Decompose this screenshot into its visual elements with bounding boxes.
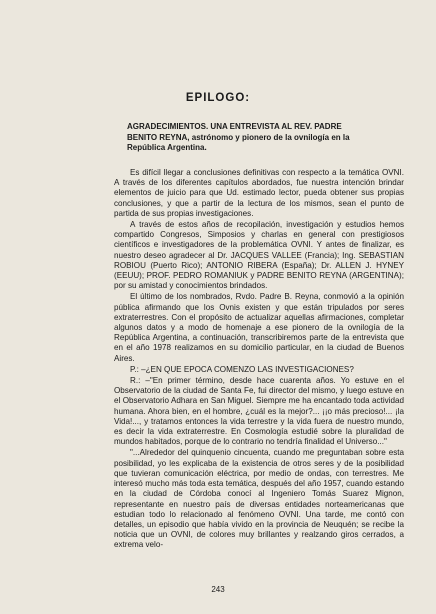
paragraph-acknowledgements: A través de estos años de recopilación, investigación y estudios hemos compartido Congresos, Simposios y charlas en general con prestigiosos científicos e investigadores de la problemática OVNI. Y antes de finalizar, es nuestro deseo agradecer al Dr. JACQUES VALLEE (Francia); Ing. SEBASTIAN ROBIOU (Puerto Rico); ANTONIO RIBERA (España); Dr. ALLEN J. HYNEY (EEUU); PROF. PEDRO ROMANIUK y PADRE BENITO REYNA (ARGENTINA); por su amistad y conocimientos brindados. bbox=[114, 220, 404, 291]
chapter-title: EPILOGO: bbox=[185, 92, 251, 104]
interview-answer-continued: "...Alrededor del quinquenio cincuenta, cuando me preguntaban sobre esta posibilidad, yo les explicaba de la existencia de otros seres y de la posibilidad que tuvieran comunicación eléctrica, por medio de ondas, con terrestres. Me interesó mucho más toda esta temática, después del año 1957, cuando estando en la ciudad de Córdoba conocí al Ingeniero Tomás Suarez Mignon, representante en nuestro país de diversas entidades norteamericanas que estudian todo lo relacionado al fenómeno OVNI. Una tarde, me contó con detalles, un episodio que había vivido en la provincia de Neuquén; se recibe la noticia que un OVNI, de colores muy brillantes y realzando giros cerrados, a extrema velo- bbox=[114, 448, 404, 550]
chapter-subtitle bbox=[127, 122, 377, 154]
body-text bbox=[114, 168, 404, 551]
subtitle-line: BENITO REYNA, astrónomo y pionero de la ovnilogía en la bbox=[127, 132, 350, 142]
subtitle-line: AGRADECIMIENTOS. UNA ENTREVISTA AL REV. PADRE bbox=[127, 122, 342, 131]
interview-question: P.: –¿EN QUE EPOCA COMENZO LAS INVESTIGACIONES? bbox=[130, 364, 354, 374]
subtitle-line: República Argentina. bbox=[127, 143, 207, 152]
paragraph-reyna: El último de los nombrados, Rvdo. Padre B. Reyna, conmovió a la opinión pública afirmando que los Ovnis existen y que están tripulados por seres extraterrestres. Con el propósito de actualizar aquellas afirmaciones, completar algunos datos y a modo de homenaje a ese pionero de la ovnilogía de la República Argentina, a continuación, transcribiremos parte de la entrevista que en el año 1978 realizamos en su domicilio particular, en la ciudad de Buenos Aires. bbox=[114, 292, 404, 363]
page-number: 243 bbox=[211, 585, 225, 594]
interview-answer: R.: –"En primer término, desde hace cuarenta años. Yo estuve en el Observatorio de la ciudad de Santa Fe, fui director del mismo, y luego estuve en el Observatorio Adhara en San Miguel. Siempre me ha encantado toda actividad humana. Ahora bien, en el hombre, ¿cuál es la mejor?... ¡¡o más precioso!... ¡la Vida!..., y tratamos entonces la vida terrestre y la vida fuera de nuestro mundo, es decir la vida extraterrestre. En Cosmología estudié sobre la pluralidad de mundos habitados, porque de lo contrario no tendría finalidad el Universo..." bbox=[114, 376, 404, 447]
paragraph-intro: Es difícil llegar a conclusiones definitivas con respecto a la temática OVNI. A través de los diferentes capítulos abordados, fue nuestra intención brindar elementos de juicio para que Ud. estimado lector, pueda obtener sus propias conclusiones, y que a partir de la lectura de los mismos, sean el punto de partida de sus propias investigaciones. bbox=[114, 168, 404, 218]
